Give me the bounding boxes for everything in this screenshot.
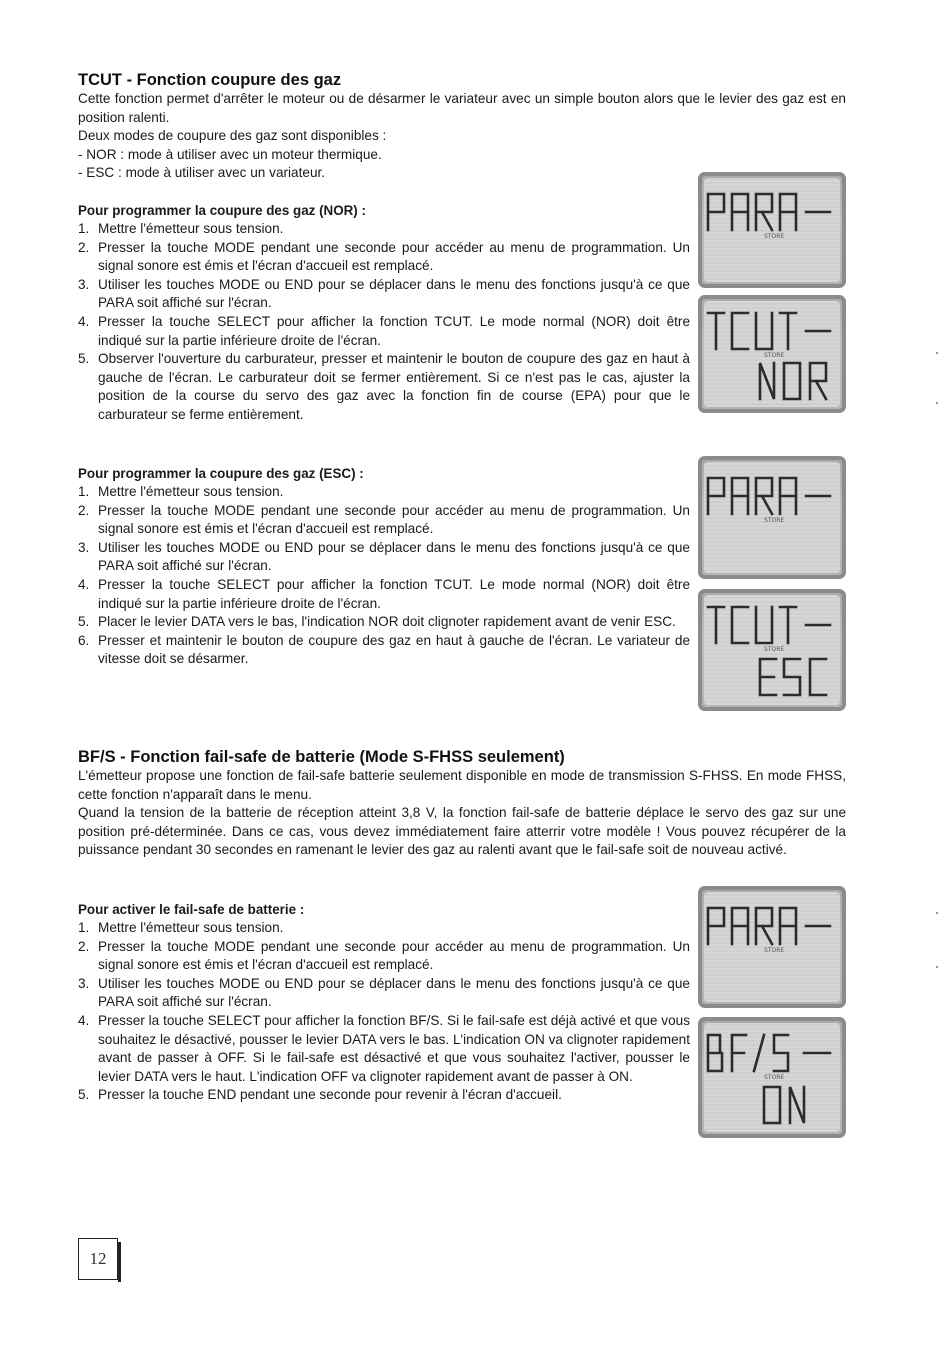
esc-steps [78, 483, 690, 669]
list-item: 5. Presser la touche END pendant une seconde pour revenir à l'écran d'accueil. [78, 1087, 562, 1103]
tcut-esc-procedure [78, 465, 690, 669]
scan-speck [936, 912, 938, 914]
tcut-intro-1: Cette fonction permet d'arrêter le moteur ou de désarmer le variateur avec un simple bouton alors que le levier des gaz est en position ralenti. [78, 91, 846, 125]
bfs-section [78, 747, 846, 860]
nor-steps [78, 220, 690, 425]
bfs-heading: Pour activer le fail-safe de batterie : [78, 902, 305, 917]
scan-speck [936, 352, 938, 354]
lcd-display-tcut-nor [698, 295, 846, 413]
list-item: 1. Mettre l'émetteur sous tension. [78, 484, 284, 499]
list-item: 4. Presser la touche SELECT pour afficher la fonction BF/S. Si le fail-safe est déjà activé et que vous souhaitez le désactivé, pousser le levier DATA vers le bas. L'indication ON va clignoter rapidement avant de passer à OFF. Si le fail-safe est désactivé et que vous souhaitez l'activer, pousser le levier DATA vers le haut. L'indication OFF va clignoter rapidement avant de passer à ON. [78, 1012, 690, 1084]
lcd-display-bfs-on [698, 1017, 846, 1138]
list-item: 3. Utiliser les touches MODE ou END pour se déplacer dans le menu des fonctions jusqu'à ce que PARA soit affiché sur l'écran. [78, 539, 690, 574]
list-item: 4. Presser la touche SELECT pour afficher la fonction TCUT. Le mode normal (NOR) doit être indiqué sur la partie inférieure droite de l'écran. [78, 313, 690, 348]
tcut-intro-4: - ESC : mode à utiliser avec un variateur. [78, 165, 326, 181]
tcut-intro-2: Deux modes de coupure des gaz sont disponibles : [78, 128, 387, 144]
tcut-intro-3: - NOR : mode à utiliser avec un moteur thermique. [78, 146, 382, 162]
section-title-bfs: BF/S - Fonction fail-safe de batterie (Mode S-FHSS seulement) [78, 748, 565, 766]
list-item: 3. Utiliser les touches MODE ou END pour se déplacer dans le menu des fonctions jusqu'à ce que PARA soit affiché sur l'écran. [78, 975, 690, 1010]
nor-heading: Pour programmer la coupure des gaz (NOR) : [78, 203, 366, 218]
lcd-screen-para-1 [698, 172, 846, 288]
lcd-screen-para-2 [698, 456, 846, 579]
list-item: 1. Mettre l'émetteur sous tension. [78, 920, 284, 935]
list-item: 5. Placer le levier DATA vers le bas, l'indication NOR doit clignoter rapidement avant de venir ESC. [78, 614, 676, 630]
lcd-screen-para-3 [698, 886, 846, 1008]
svg-text:STORE: STORE [764, 352, 785, 359]
scan-speck [936, 966, 938, 968]
list-item: 3. Utiliser les touches MODE ou END pour se déplacer dans le menu des fonctions jusqu'à ce que PARA soit affiché sur l'écran. [78, 276, 690, 311]
list-item: 6. Presser et maintenir le bouton de coupure des gaz en haut à gauche de l'écran. Le variateur de vitesse doit se désarmer. [78, 632, 690, 667]
svg-text:STORE: STORE [764, 947, 785, 954]
svg-text:STORE: STORE [764, 517, 785, 524]
section-title-tcut: TCUT - Fonction coupure des gaz [78, 71, 342, 89]
list-item: 1. Mettre l'émetteur sous tension. [78, 221, 284, 236]
svg-text:STORE: STORE [764, 1074, 785, 1081]
lcd-display-para [698, 456, 846, 579]
bfs-steps [78, 919, 690, 1105]
list-item: 2. Presser la touche MODE pendant une seconde pour accéder au menu de programmation. Un signal sonore est émis et l'écran d'accueil est remplacé. [78, 239, 690, 274]
bfs-intro-1: L'émetteur propose une fonction de fail-safe batterie seulement disponible en mode de transmission S-FHSS. En mode FHSS, cette fonction n'apparaît dans le menu. [78, 768, 846, 802]
lcd-display-para [698, 172, 846, 288]
svg-text:STORE: STORE [764, 233, 785, 240]
lcd-display-para [698, 886, 846, 1008]
lcd-screen-tcut-esc [698, 589, 846, 711]
bfs-procedure [78, 901, 690, 1105]
tcut-nor-procedure [78, 202, 690, 425]
lcd-display-tcut-esc [698, 589, 846, 711]
lcd-screen-bfs-on [698, 1017, 846, 1138]
tcut-section [78, 70, 846, 183]
lcd-screen-tcut-nor [698, 295, 846, 413]
list-item: 5. Observer l'ouverture du carburateur, presser et maintenir le bouton de coupure des gaz en haut à gauche de l'écran. Le carburateur doit se fermer entièrement. Si ce n'est pas le cas, ajuster la position de la course du servo des gaz avec la fonction fin de course (EPA) pour que le carburateur se ferme entièrement. [78, 351, 690, 422]
list-item: 2. Presser la touche MODE pendant une seconde pour accéder au menu de programmation. Un signal sonore est émis et l'écran d'accueil est remplacé. [78, 938, 690, 973]
page-number: 12 [78, 1238, 118, 1280]
svg-text:STORE: STORE [764, 646, 785, 653]
list-item: 4. Presser la touche SELECT pour afficher la fonction TCUT. Le mode normal (NOR) doit être indiqué sur la partie inférieure droite de l'écran. [78, 576, 690, 611]
bfs-intro-2: Quand la tension de la batterie de réception atteint 3,8 V, la fonction fail-safe de batterie déplace le servo des gaz sur une position pré-déterminée. Dans ce cas, vous devez immédiatement faire atterrir votre modèle ! Vous pouvez récupérer de la puissance pendant 30 secondes en ramenant le levier des gaz au ralenti avant que le fail-safe soit de nouveau activé. [78, 805, 846, 858]
scan-speck [936, 402, 938, 404]
esc-heading: Pour programmer la coupure des gaz (ESC) : [78, 466, 364, 481]
list-item: 2. Presser la touche MODE pendant une seconde pour accéder au menu de programmation. Un signal sonore est émis et l'écran d'accueil est remplacé. [78, 502, 690, 537]
